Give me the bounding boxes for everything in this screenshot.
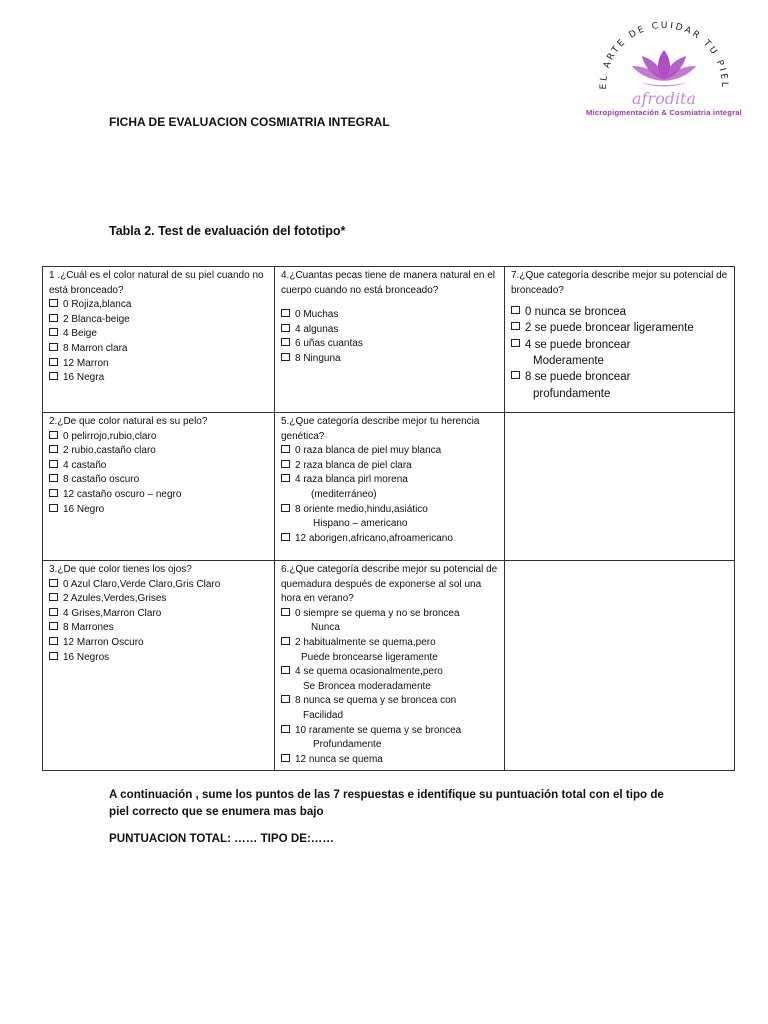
checkbox-icon[interactable] [49, 314, 58, 322]
option-item[interactable]: 2 rubio,castaño claro [49, 444, 268, 459]
table-row [43, 267, 735, 413]
question-text: 3.¿De que color tienes los ojos? [49, 564, 192, 575]
option-item[interactable]: 12 aborigen,africano,afroamericano [281, 532, 498, 547]
option-item[interactable]: 4 raza blanca pirl morena [281, 473, 498, 488]
option-item[interactable]: 4 se puede broncear [511, 337, 728, 353]
checkbox-icon[interactable] [511, 306, 520, 314]
option-item[interactable]: 2 raza blanca de piel clara [281, 459, 498, 474]
checkbox-icon[interactable] [49, 299, 58, 307]
checkbox-icon[interactable] [49, 504, 58, 512]
question-text: 4.¿Cuantas pecas tiene de manera natural en el cuerpo cuando no está bronceado? [281, 270, 496, 296]
question-cell-q7 [505, 267, 735, 413]
question-cell-q1 [43, 267, 275, 413]
option-item[interactable]: 2 habitualmente se quema,pero [281, 636, 498, 651]
checkbox-icon[interactable] [49, 637, 58, 645]
option-item[interactable]: 0 Muchas [281, 308, 498, 323]
checkbox-icon[interactable] [281, 445, 290, 453]
question-cell-q4 [275, 267, 505, 413]
option-continuation: Facilidad [303, 709, 344, 721]
option-item[interactable]: 12 castaño oscuro – negro [49, 488, 268, 503]
fototipo-test-table [42, 266, 735, 771]
checkbox-icon[interactable] [281, 338, 290, 346]
logo-brand-script: afrodita [631, 89, 697, 108]
option-item[interactable]: 4 Beige [49, 327, 268, 342]
question-text: 5.¿Que categoría describe mejor tu herencia genética? [281, 416, 480, 442]
table-row [43, 561, 735, 771]
option-item[interactable]: 0 Rojiza,blanca [49, 298, 268, 313]
option-continuation: Profundamente [313, 739, 382, 751]
option-continuation: Puede broncearse ligeramente [301, 651, 438, 663]
checkbox-icon[interactable] [281, 666, 290, 674]
checkbox-icon[interactable] [281, 533, 290, 541]
instruction-text: A continuación , sume los puntos de las 7 respuestas e identifique su puntuación total con el tipo de piel correcto que se enumera mas bajo [109, 788, 664, 818]
checkbox-icon[interactable] [49, 474, 58, 482]
question-cell-q6 [275, 561, 505, 771]
option-item[interactable]: 0 pelirrojo,rubio,claro [49, 430, 268, 445]
option-continuation: (mediterráneo) [311, 488, 377, 500]
option-item[interactable]: 8 Marrones [49, 621, 268, 636]
table-title: Tabla 2. Test de evaluación del fototipo* [109, 224, 346, 238]
checkbox-icon[interactable] [281, 608, 290, 616]
option-item[interactable]: 6 uñas cuantas [281, 337, 498, 352]
checkbox-icon[interactable] [281, 754, 290, 762]
option-continuation: Nunca [311, 622, 340, 634]
checkbox-icon[interactable] [49, 358, 58, 366]
option-item[interactable]: 2 se puede broncear ligeramente [511, 320, 728, 336]
option-item[interactable]: 10 raramente se quema y se broncea [281, 724, 498, 739]
empty-cell [505, 561, 735, 771]
option-item[interactable]: 8 castaño oscuro [49, 473, 268, 488]
option-item[interactable]: 16 Negros [49, 651, 268, 666]
checkbox-icon[interactable] [281, 324, 290, 332]
table-row [43, 413, 735, 561]
option-item[interactable]: 12 nunca se quema [281, 753, 498, 768]
option-item[interactable]: 4 Grises,Marron Claro [49, 607, 268, 622]
question-cell-q2 [43, 413, 275, 561]
question-text: 7.¿Que categoría describe mejor su potencial de bronceado? [511, 270, 728, 296]
empty-cell [505, 413, 735, 561]
option-continuation: Se Broncea moderadamente [303, 680, 431, 692]
checkbox-icon[interactable] [49, 460, 58, 468]
logo-arc-text: EL ARTE DE CUIDAR TU PIEL [598, 20, 730, 90]
total-score-line: PUNTUACION TOTAL: …… TIPO DE:…… [109, 832, 334, 845]
checkbox-icon[interactable] [281, 725, 290, 733]
option-continuation: profundamente [533, 387, 611, 400]
checkbox-icon[interactable] [281, 695, 290, 703]
checkbox-icon[interactable] [511, 371, 520, 379]
checkbox-icon[interactable] [49, 593, 58, 601]
checkbox-icon[interactable] [49, 343, 58, 351]
document-title: FICHA DE EVALUACION COSMIATRIA INTEGRAL [109, 115, 390, 129]
checkbox-icon[interactable] [49, 489, 58, 497]
question-cell-q5 [275, 413, 505, 561]
option-item[interactable]: 16 Negra [49, 371, 268, 386]
checkbox-icon[interactable] [49, 579, 58, 587]
question-text: 6.¿Que categoría describe mejor su potencial de quemadura después de exponerse al sol una hora en verano? [281, 564, 498, 605]
option-item[interactable]: 0 Azul Claro,Verde Claro,Gris Claro [49, 578, 268, 593]
checkbox-icon[interactable] [49, 431, 58, 439]
option-continuation: Hispano – americano [313, 518, 408, 530]
option-item[interactable]: 4 se quema ocasionalmente,pero [281, 665, 498, 680]
option-item[interactable]: 0 nunca se broncea [511, 304, 728, 320]
lotus-icon [632, 50, 696, 87]
option-item[interactable]: 8 Marron clara [49, 342, 268, 357]
checkbox-icon[interactable] [49, 445, 58, 453]
option-item[interactable]: 0 siempre se quema y no se broncea [281, 607, 498, 622]
checkbox-icon[interactable] [511, 339, 520, 347]
option-item[interactable]: 8 se puede broncear [511, 369, 728, 385]
option-item[interactable]: 8 oriente medio,hindu,asiático [281, 503, 498, 518]
checkbox-icon[interactable] [49, 652, 58, 660]
checkbox-icon[interactable] [281, 353, 290, 361]
option-item[interactable]: 2 Blanca-beige [49, 313, 268, 328]
option-item[interactable]: 16 Negro [49, 503, 268, 518]
option-item[interactable]: 4 algunas [281, 323, 498, 338]
option-item[interactable]: 8 Ninguna [281, 352, 498, 367]
option-item[interactable]: 8 nunca se quema y se broncea con [281, 694, 498, 709]
option-item[interactable]: 12 Marron [49, 357, 268, 372]
checkbox-icon[interactable] [281, 504, 290, 512]
option-item[interactable]: 12 Marron Oscuro [49, 636, 268, 651]
logo-subtitle: Micropigmentación & Cosmiatria integral [586, 108, 742, 117]
option-item[interactable]: 2 Azules,Verdes,Grises [49, 592, 268, 607]
checkbox-icon[interactable] [281, 309, 290, 317]
question-cell-q3 [43, 561, 275, 771]
checkbox-icon[interactable] [281, 460, 290, 468]
question-text: 2.¿De que color natural es su pelo? [49, 416, 208, 427]
checkbox-icon[interactable] [281, 474, 290, 482]
option-continuation: Moderamente [533, 355, 604, 368]
option-item[interactable]: 0 raza blanca de piel muy blanca [281, 444, 498, 459]
checkbox-icon[interactable] [511, 322, 520, 330]
checkbox-icon[interactable] [49, 608, 58, 616]
checkbox-icon[interactable] [281, 637, 290, 645]
checkbox-icon[interactable] [49, 372, 58, 380]
option-item[interactable]: 4 castaño [49, 459, 268, 474]
checkbox-icon[interactable] [49, 622, 58, 630]
checkbox-icon[interactable] [49, 328, 58, 336]
question-text: 1 .¿Cuál es el color natural de su piel cuando no está bronceado? [49, 270, 264, 296]
